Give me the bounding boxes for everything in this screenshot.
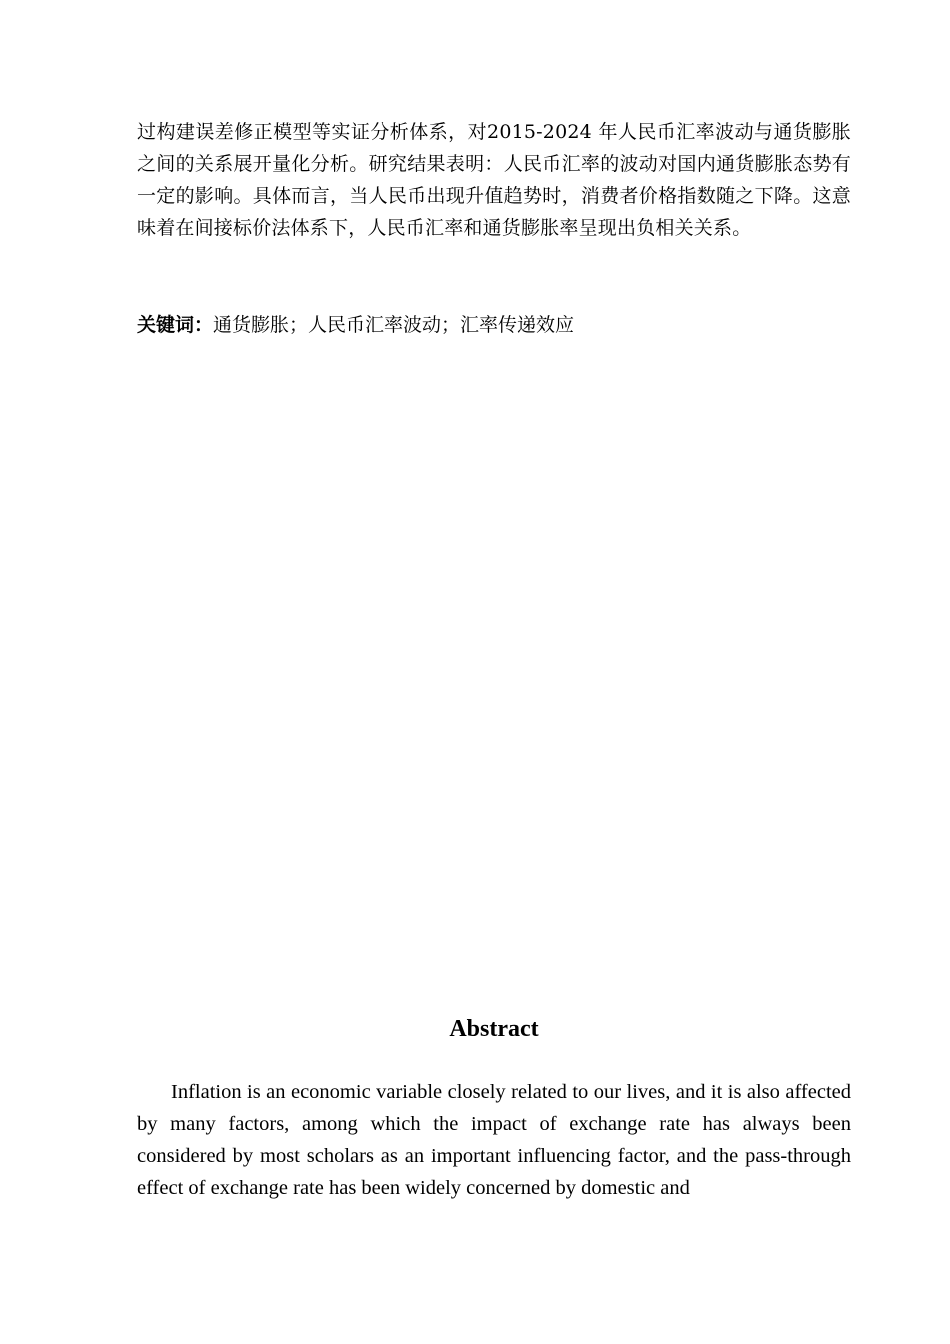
keywords-label: 关键词： [137, 314, 214, 336]
chinese-abstract-paragraph: 过构建误差修正模型等实证分析体系，对2015-2024 年人民币汇率波动与通货膨胀之间的关系展开量化分析。研究结果表明：人民币汇率的波动对国内通货膨胀态势有一定的影响。具体而言，当人民币出现升值趋势时，消费者价格指数随之下降。这意味着在间接标价法体系下，人民币汇率和通货膨胀率呈现出负相关关系。 [137, 121, 851, 239]
keywords-line [137, 309, 851, 341]
abstract-heading: Abstract [449, 1016, 539, 1042]
english-abstract-paragraph: Inflation is an economic variable closely related to our lives, and it is also affected by many factors, among which the impact of exchange rate has always been considered by most scholars as an important influencing factor, and the pass-through effect of exchange rate has been widely concerned by domestic and [137, 1081, 851, 1199]
keywords-text: 通货膨胀；人民币汇率波动；汇率传递效应 [213, 314, 575, 336]
